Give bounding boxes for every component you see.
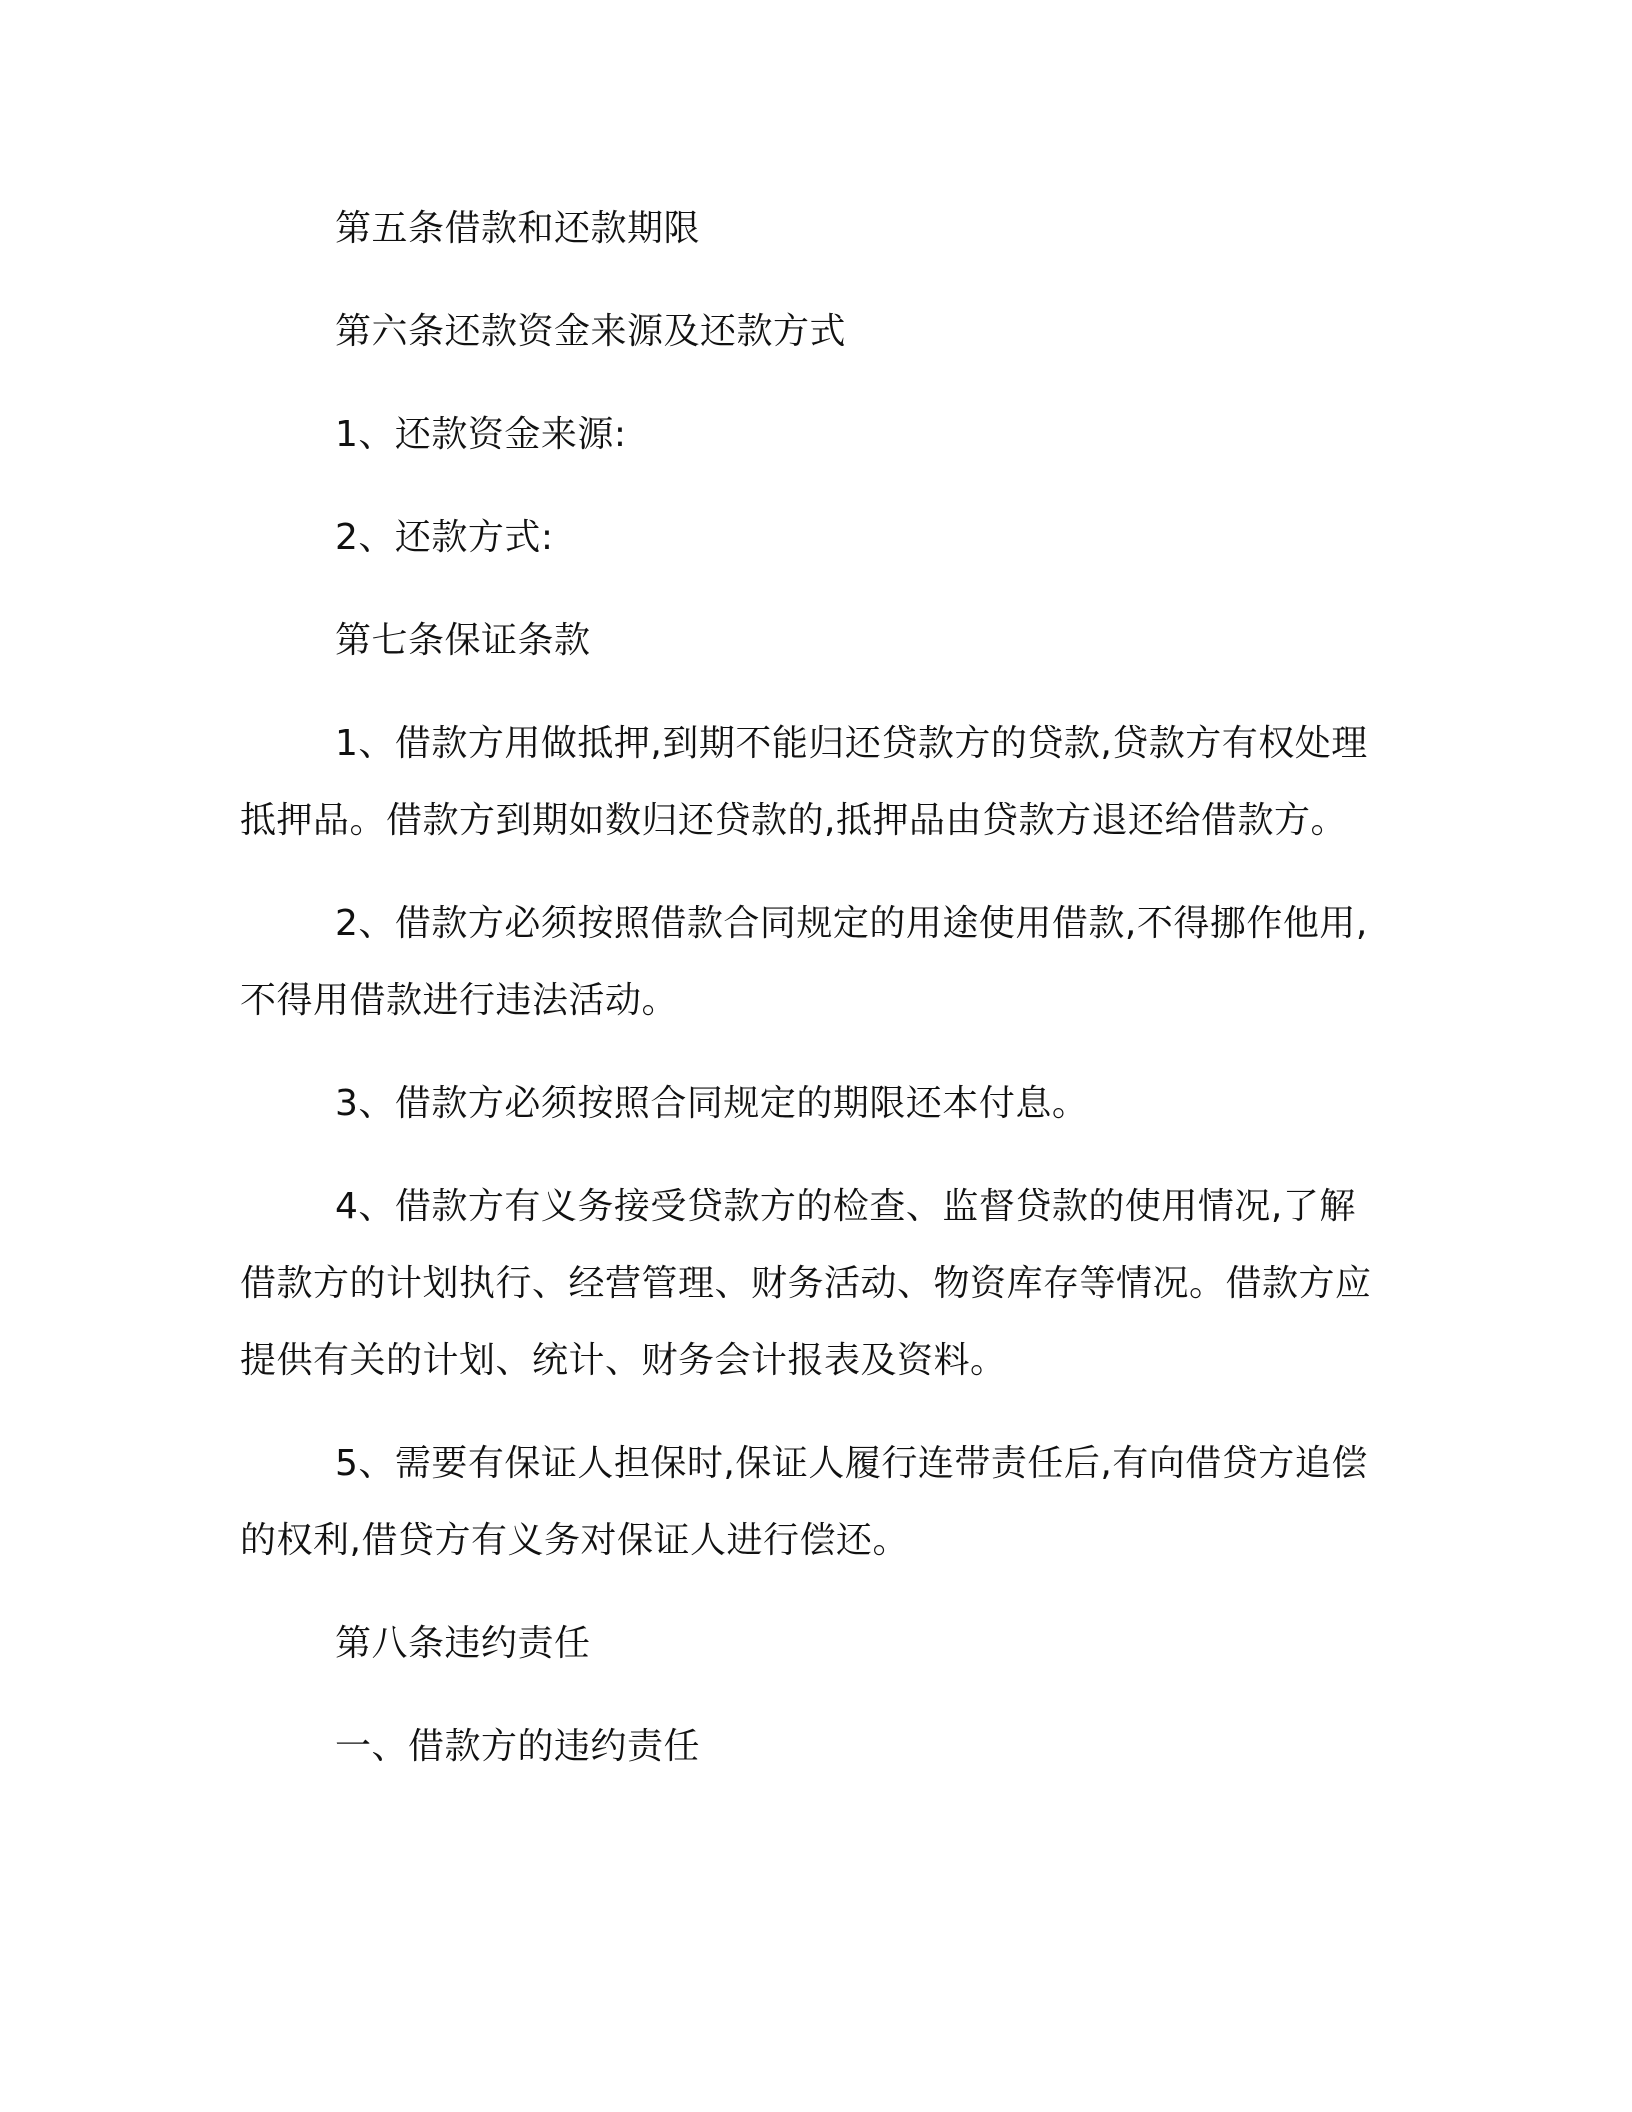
- guarantee-clause-1: 1、借款方用做抵押,到期不能归还贷款方的贷款,贷款方有权处理抵押品。借款方到期如数归还贷款的,抵押品由贷款方退还给借款方。: [240, 723, 1368, 841]
- article-8-heading: 第八条违约责任: [335, 1623, 591, 1664]
- guarantee-clause-2: 2、借款方必须按照借款合同规定的用途使用借款,不得挪作他用,不得用借款进行违法活动。: [240, 903, 1368, 1021]
- guarantee-clause-3: 3、借款方必须按照合同规定的期限还本付息。: [335, 1083, 1089, 1124]
- repayment-method: 2、还款方式:: [335, 517, 554, 558]
- document-body: [240, 190, 1392, 1811]
- article-6-heading: 第六条还款资金来源及还款方式: [335, 311, 847, 352]
- guarantee-clause-5: 5、需要有保证人担保时,保证人履行连带责任后,有向借贷方追偿的权利,借贷方有义务对保证人进行偿还。: [240, 1443, 1368, 1561]
- repayment-source: 1、还款资金来源:: [335, 414, 627, 455]
- borrower-liability-heading: 一、借款方的违约责任: [335, 1726, 701, 1767]
- article-7-heading: 第七条保证条款: [335, 620, 591, 661]
- guarantee-clause-4: 4、借款方有义务接受贷款方的检查、监督贷款的使用情况,了解借款方的计划执行、经营管理、财务活动、物资库存等情况。借款方应提供有关的计划、统计、财务会计报表及资料。: [240, 1186, 1372, 1381]
- article-5-heading: 第五条借款和还款期限: [335, 208, 701, 249]
